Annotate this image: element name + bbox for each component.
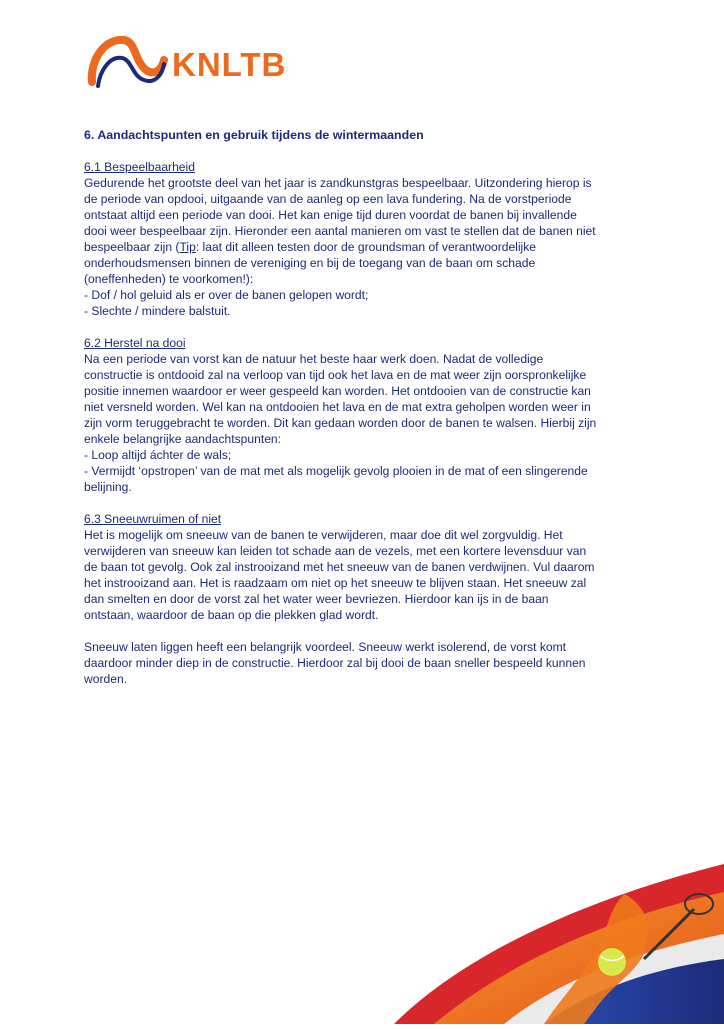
list-item: - Slechte / mindere balstuit. xyxy=(84,304,231,318)
paragraph-line: enkele belangrijke aandachtspunten: xyxy=(84,432,282,446)
paragraph-line: de periode van opdooi, uitgaande van de aanleg op een lava fundering. Na de vorstperiode xyxy=(84,192,572,206)
paragraph-line: belijning. xyxy=(84,480,132,494)
tip-after: : laat dit alleen testen door de groundsman of verantwoordelijke xyxy=(195,240,537,254)
paragraph-line: Na een periode van vorst kan de natuur het beste haar werk doen. Nadat de volledige xyxy=(84,352,544,366)
decorative-tennis-image xyxy=(394,864,724,1024)
paragraph-line: worden. xyxy=(84,672,128,686)
paragraph-line-tip xyxy=(84,239,604,255)
paragraph-line: de baan tot gevolg. Ook zal instrooizand met het sneeuw van de banen verdwijnen. Vul daarom xyxy=(84,560,595,574)
paragraph-line: dan smelten en door de vorst zal het water weer bevriezen. Hierdoor kan ijs in de baan xyxy=(84,592,549,606)
list-item: - Loop altijd áchter de wals; xyxy=(84,448,232,462)
paragraph-line: zijn vorm teruggebracht te worden. Dit kan gedaan worden door de banen te walsen. Hierbij zijn xyxy=(84,416,597,430)
section-title: 6.1 Bespeelbaarheid xyxy=(84,160,195,174)
document-body xyxy=(84,127,604,703)
paragraph-line: positie innemen waardoor er weer gespeeld kan worden. Het ontdooien van de constructie kan xyxy=(84,384,591,398)
paragraph-line: Gedurende het grootste deel van het jaar is zandkunstgras bespeelbaar. Uitzondering hierop is xyxy=(84,176,592,190)
list-item: - Dof / hol geluid als er over de banen gelopen wordt; xyxy=(84,288,369,302)
paragraph-line: verwijderen van sneeuw kan leiden tot schade aan de vezels, met een kortere levensduur van xyxy=(84,544,587,558)
paragraph-line: (oneffenheden) te voorkomen!): xyxy=(84,272,254,286)
tip-label: Tip xyxy=(179,240,196,254)
paragraph-line: constructie is ontdooid zal na verloop van tijd ook het lava en de mat weer zijn oorspronkelijke xyxy=(84,368,587,382)
paragraph-line: onderhoudsmensen binnen de vereniging en bij de toegang van de baan om schade xyxy=(84,256,536,270)
section-heading: 6. Aandachtspunten en gebruik tijdens de wintermaanden xyxy=(84,128,424,142)
closing-paragraph xyxy=(84,639,604,687)
section-title: 6.3 Sneeuwruimen of niet xyxy=(84,512,222,526)
paragraph-line: het instrooizand aan. Het is raadzaam om niet op het sneeuw te blijven staan. Het sneeuw zal xyxy=(84,576,587,590)
tennis-swoosh-icon xyxy=(394,864,724,1024)
paragraph-line: niet versneld worden. Wel kan na ontdooien het lava en de mat extra geholpen worden weer in xyxy=(84,400,591,414)
paragraph-line: ontstaat altijd een periode van dooi. Het kan enige tijd duren voordat de banen bij invallende xyxy=(84,208,577,222)
paragraph-line: ontstaan, waardoor de baan op die plekken glad wordt. xyxy=(84,608,379,622)
list-item: - Vermijdt ‘opstropen’ van de mat met als mogelijk gevolg plooien in de mat of een slingerende xyxy=(84,464,588,478)
paragraph-line: daardoor minder diep in de constructie. Hierdoor zal bij dooi de baan sneller bespeeld kunnen xyxy=(84,656,586,670)
tip-before: bespeelbaar zijn ( xyxy=(84,240,180,254)
section-bespeelbaarheid xyxy=(84,159,604,319)
section-sneeuwruimen xyxy=(84,511,604,623)
paragraph-line: Sneeuw laten liggen heeft een belangrijk voordeel. Sneeuw werkt isolerend, de vorst komt xyxy=(84,640,567,654)
paragraph-line: Het is mogelijk om sneeuw van de banen te verwijderen, maar doe dit wel zorgvuldig. Het xyxy=(84,528,563,542)
section-title: 6.2 Herstel na dooi xyxy=(84,336,186,350)
paragraph-line: dooi weer bespeelbaar zijn. Hieronder een aantal manieren om vast te stellen dat de banen niet xyxy=(84,224,596,238)
logo-text: KNLTB xyxy=(172,46,287,83)
section-herstel-na-dooi xyxy=(84,335,604,495)
